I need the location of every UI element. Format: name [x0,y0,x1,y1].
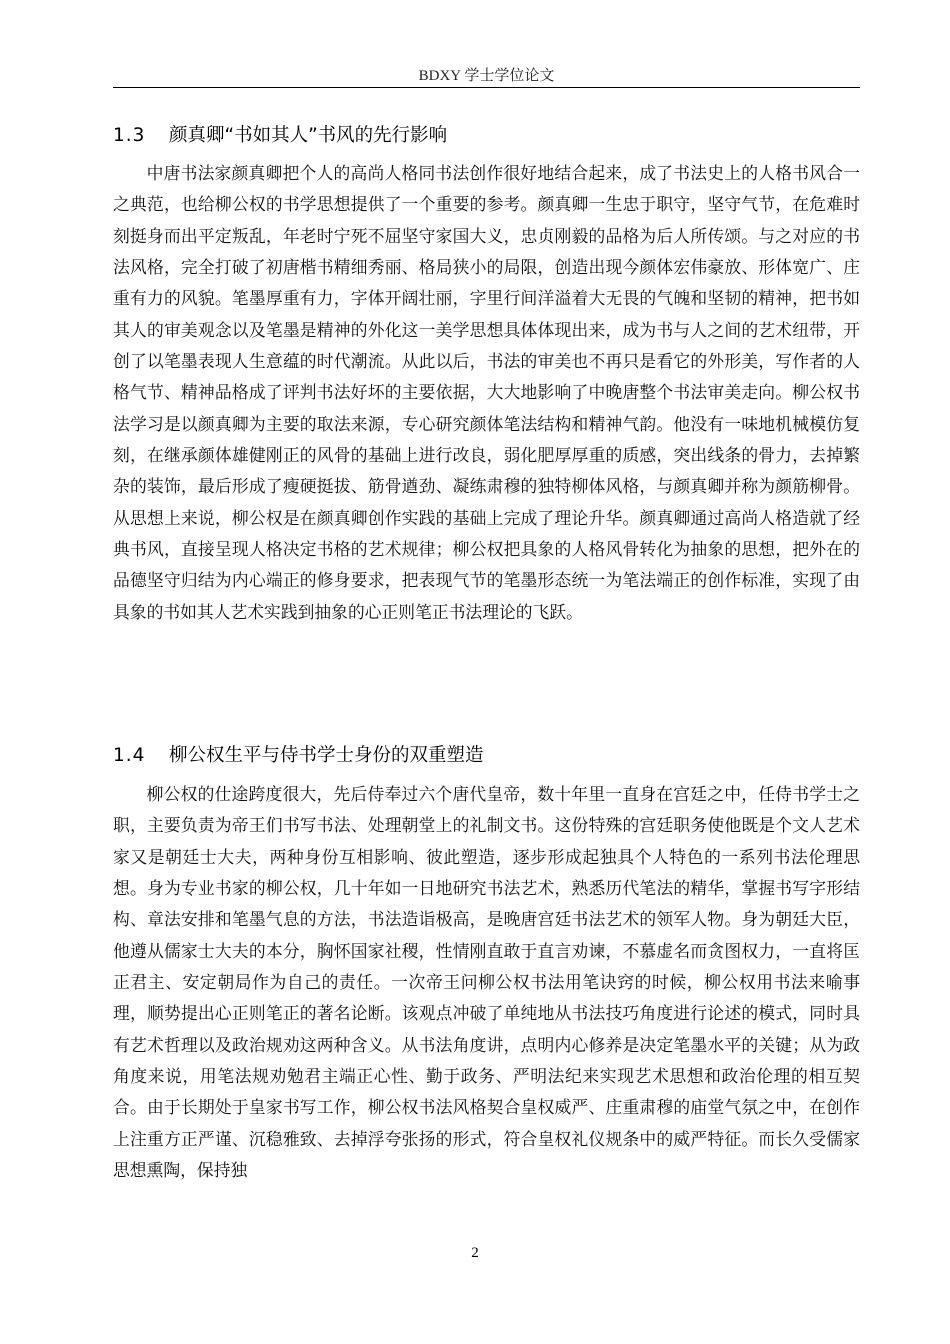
section-paragraph: 柳公权的仕途跨度很大，先后侍奉过六个唐代皇帝，数十年里一直身在宫廷之中，任侍书学士之职，主要负责为帝王们书写书法、处理朝堂上的礼制文书。这份特殊的宫廷职务使他既是个文人艺术家又是朝廷士大夫，两种身份互相影响、彼此塑造，逐步形成起独具个人特色的一系列书法伦理思想。身为专业书家的柳公权，几十年如一日地研究书法艺术，熟悉历代笔法的精华，掌握书写字形结构、章法安排和笔墨气息的方法，书法造诣极高，是晚唐宫廷书法艺术的领军人物。身为朝廷大臣，他遵从儒家士大夫的本分，胸怀国家社稷，性情刚直敢于直言劝谏，不慕虚名而贪图权力，一直将匡正君主、安定朝局作为自己的责任。一次帝王问柳公权书法用笔诀窍的时候，柳公权用书法来喻事理，顺势提出心正则笔正的著名论断。该观点冲破了单纯地从书法技巧角度进行论述的模式，同时具有艺术哲理以及政治规劝这两种含义。从书法角度讲，点明内心修养是决定笔墨水平的关键；从为政角度来说，用笔法规劝勉君主端正心性、勤于政务、严明法纪来实现艺术思想和政治伦理的相互契合。由于长期处于皇家书写工作，柳公权书法风格契合皇权威严、庄重肃穆的庙堂气氛之中，在创作上注重方正严谨、沉稳雅致、去掉浮夸张扬的形式，符合皇权礼仪规条中的威严特征。而长久受儒家思想熏陶，保持独 [113,784,860,1181]
section-paragraph: 中唐书法家颜真卿把个人的高尚人格同书法创作很好地结合起来，成了书法史上的人格书风合一之典范，也给柳公权的书学思想提供了一个重要的参考。颜真卿一生忠于职守，坚守气节，在危难时刻挺身而出平定叛乱，年老时宁死不屈坚守家国大义，忠贞刚毅的品格为后人所传颂。与之对应的书法风格，完全打破了初唐楷书精细秀丽、格局狭小的局限，创造出现今颜体宏伟豪放、形体宽广、庄重有力的风貌。笔墨厚重有力，字体开阔壮丽，字里行间洋溢着大无畏的气魄和坚韧的精神，把书如其人的审美观念以及笔墨是精神的外化这一美学思想具体体现出来，成为书与人之间的艺术纽带，开创了以笔墨表现人生意蕴的时代潮流。从此以后，书法的审美也不再只是看它的外形美，写作者的人格气节、精神品格成了评判书法好坏的主要依据，大大地影响了中晚唐整个书法审美走向。柳公权书法学习是以颜真卿为主要的取法来源，专心研究颜体笔法结构和精神气韵。他没有一味地机械模仿复刻，在继承颜体雄健刚正的风骨的基础上进行改良，弱化肥厚厚重的质感，突出线条的骨力，去掉繁杂的装饰，最后形成了瘦硬挺拔、筋骨遒劲、凝练肃穆的独特柳体风格，与颜真卿并称为颜筋柳骨。从思想上来说，柳公权是在颜真卿创作实践的基础上完成了理论升华。颜真卿通过高尚人格造就了经典书风，直接呈现人格决定书格的艺术规律；柳公权把具象的人格风骨转化为抽象的思想，把外在的品德坚守归结为内心端正的修身要求，把表现气节的笔墨形态统一为笔法端正的创作标准，实现了由具象的书如其人艺术实践到抽象的心正则笔正书法理论的飞跃。 [113,163,860,622]
section-number: 1.3 [113,125,146,146]
page-number: 2 [471,1245,479,1261]
section-title: 柳公权生平与侍书学士身份的双重塑造 [169,745,484,766]
section-number: 1.4 [113,745,146,766]
header-rule [113,87,860,88]
section-title: 颜真卿“书如其人”书风的先行影响 [169,125,448,146]
section-heading-1-4 [113,741,860,767]
running-header: BDXY 学士学位论文 [418,68,555,84]
section-heading-1-3 [113,121,860,147]
